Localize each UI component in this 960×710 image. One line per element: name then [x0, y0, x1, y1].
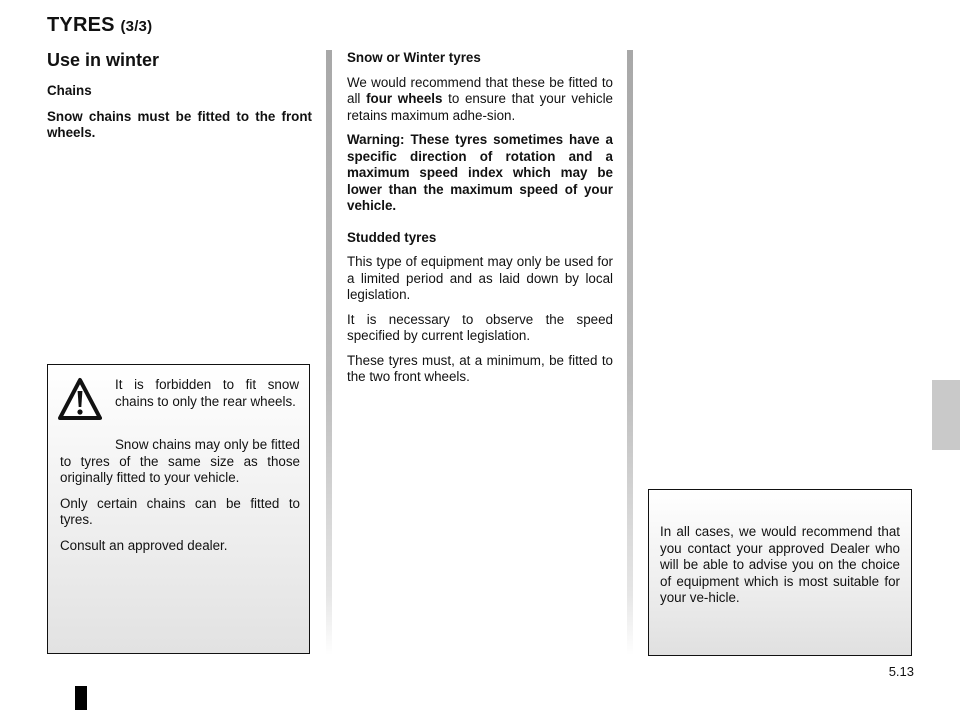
winter-tyres-heading: Snow or Winter tyres [347, 50, 481, 65]
warning-text: Snow chains may only be fitted to tyres of the same size as those originally fitted to your vehicle. [60, 437, 300, 485]
studded-tyres-heading: Studded tyres [347, 229, 437, 245]
chains-text: Snow chains must be fitted to the front wheels. [47, 108, 312, 140]
column-divider [627, 50, 633, 655]
studded-paragraph: This type of equipment may only be used for a limited period and as laid down by local legislation. [347, 254, 613, 302]
winter-tyres-paragraph [347, 75, 613, 125]
warning-text: It is forbidden to fit snow chains to only the rear wheels. [115, 377, 299, 409]
section-tab [932, 380, 960, 450]
winter-tyres-warning: Warning: These tyres sometimes have a specific direction of rotation and a maximum speed index which may be lower than the maximum speed of your vehicle. [347, 132, 613, 213]
page-marker [75, 686, 87, 710]
info-box [648, 489, 912, 656]
title-text: TYRES [47, 14, 115, 36]
right-column [347, 50, 613, 394]
page-title [47, 14, 152, 37]
studded-paragraph: It is necessary to observe the speed specified by current legislation. [347, 311, 613, 343]
text-run: to ensure that your vehicle retains maximum adhe-sion. [347, 91, 613, 123]
title-part: (3/3) [120, 18, 153, 35]
chains-heading: Chains [47, 83, 92, 98]
text-run-bold: four wheels [366, 91, 443, 106]
warning-box [47, 364, 310, 654]
warning-body [60, 437, 300, 563]
studded-paragraph: These tyres must, at a minimum, be fitted to the two front wheels. [347, 352, 613, 384]
warning-text: Consult an approved dealer. [60, 537, 228, 553]
warning-text: Only certain chains can be fitted to tyres. [60, 495, 300, 527]
left-column [47, 83, 312, 151]
section-heading: Use in winter [47, 50, 160, 70]
page-number: 5.13 [888, 664, 914, 679]
text-run: We would recommend that these be fitted to all [347, 74, 613, 106]
column-divider [326, 50, 332, 655]
info-text: In all cases, we would recommend that you contact your approved Dealer who will be able to advise you on the choice of equipment which is most suitable for your ve-hicle. [660, 524, 900, 605]
warning-triangle-icon [58, 377, 102, 423]
